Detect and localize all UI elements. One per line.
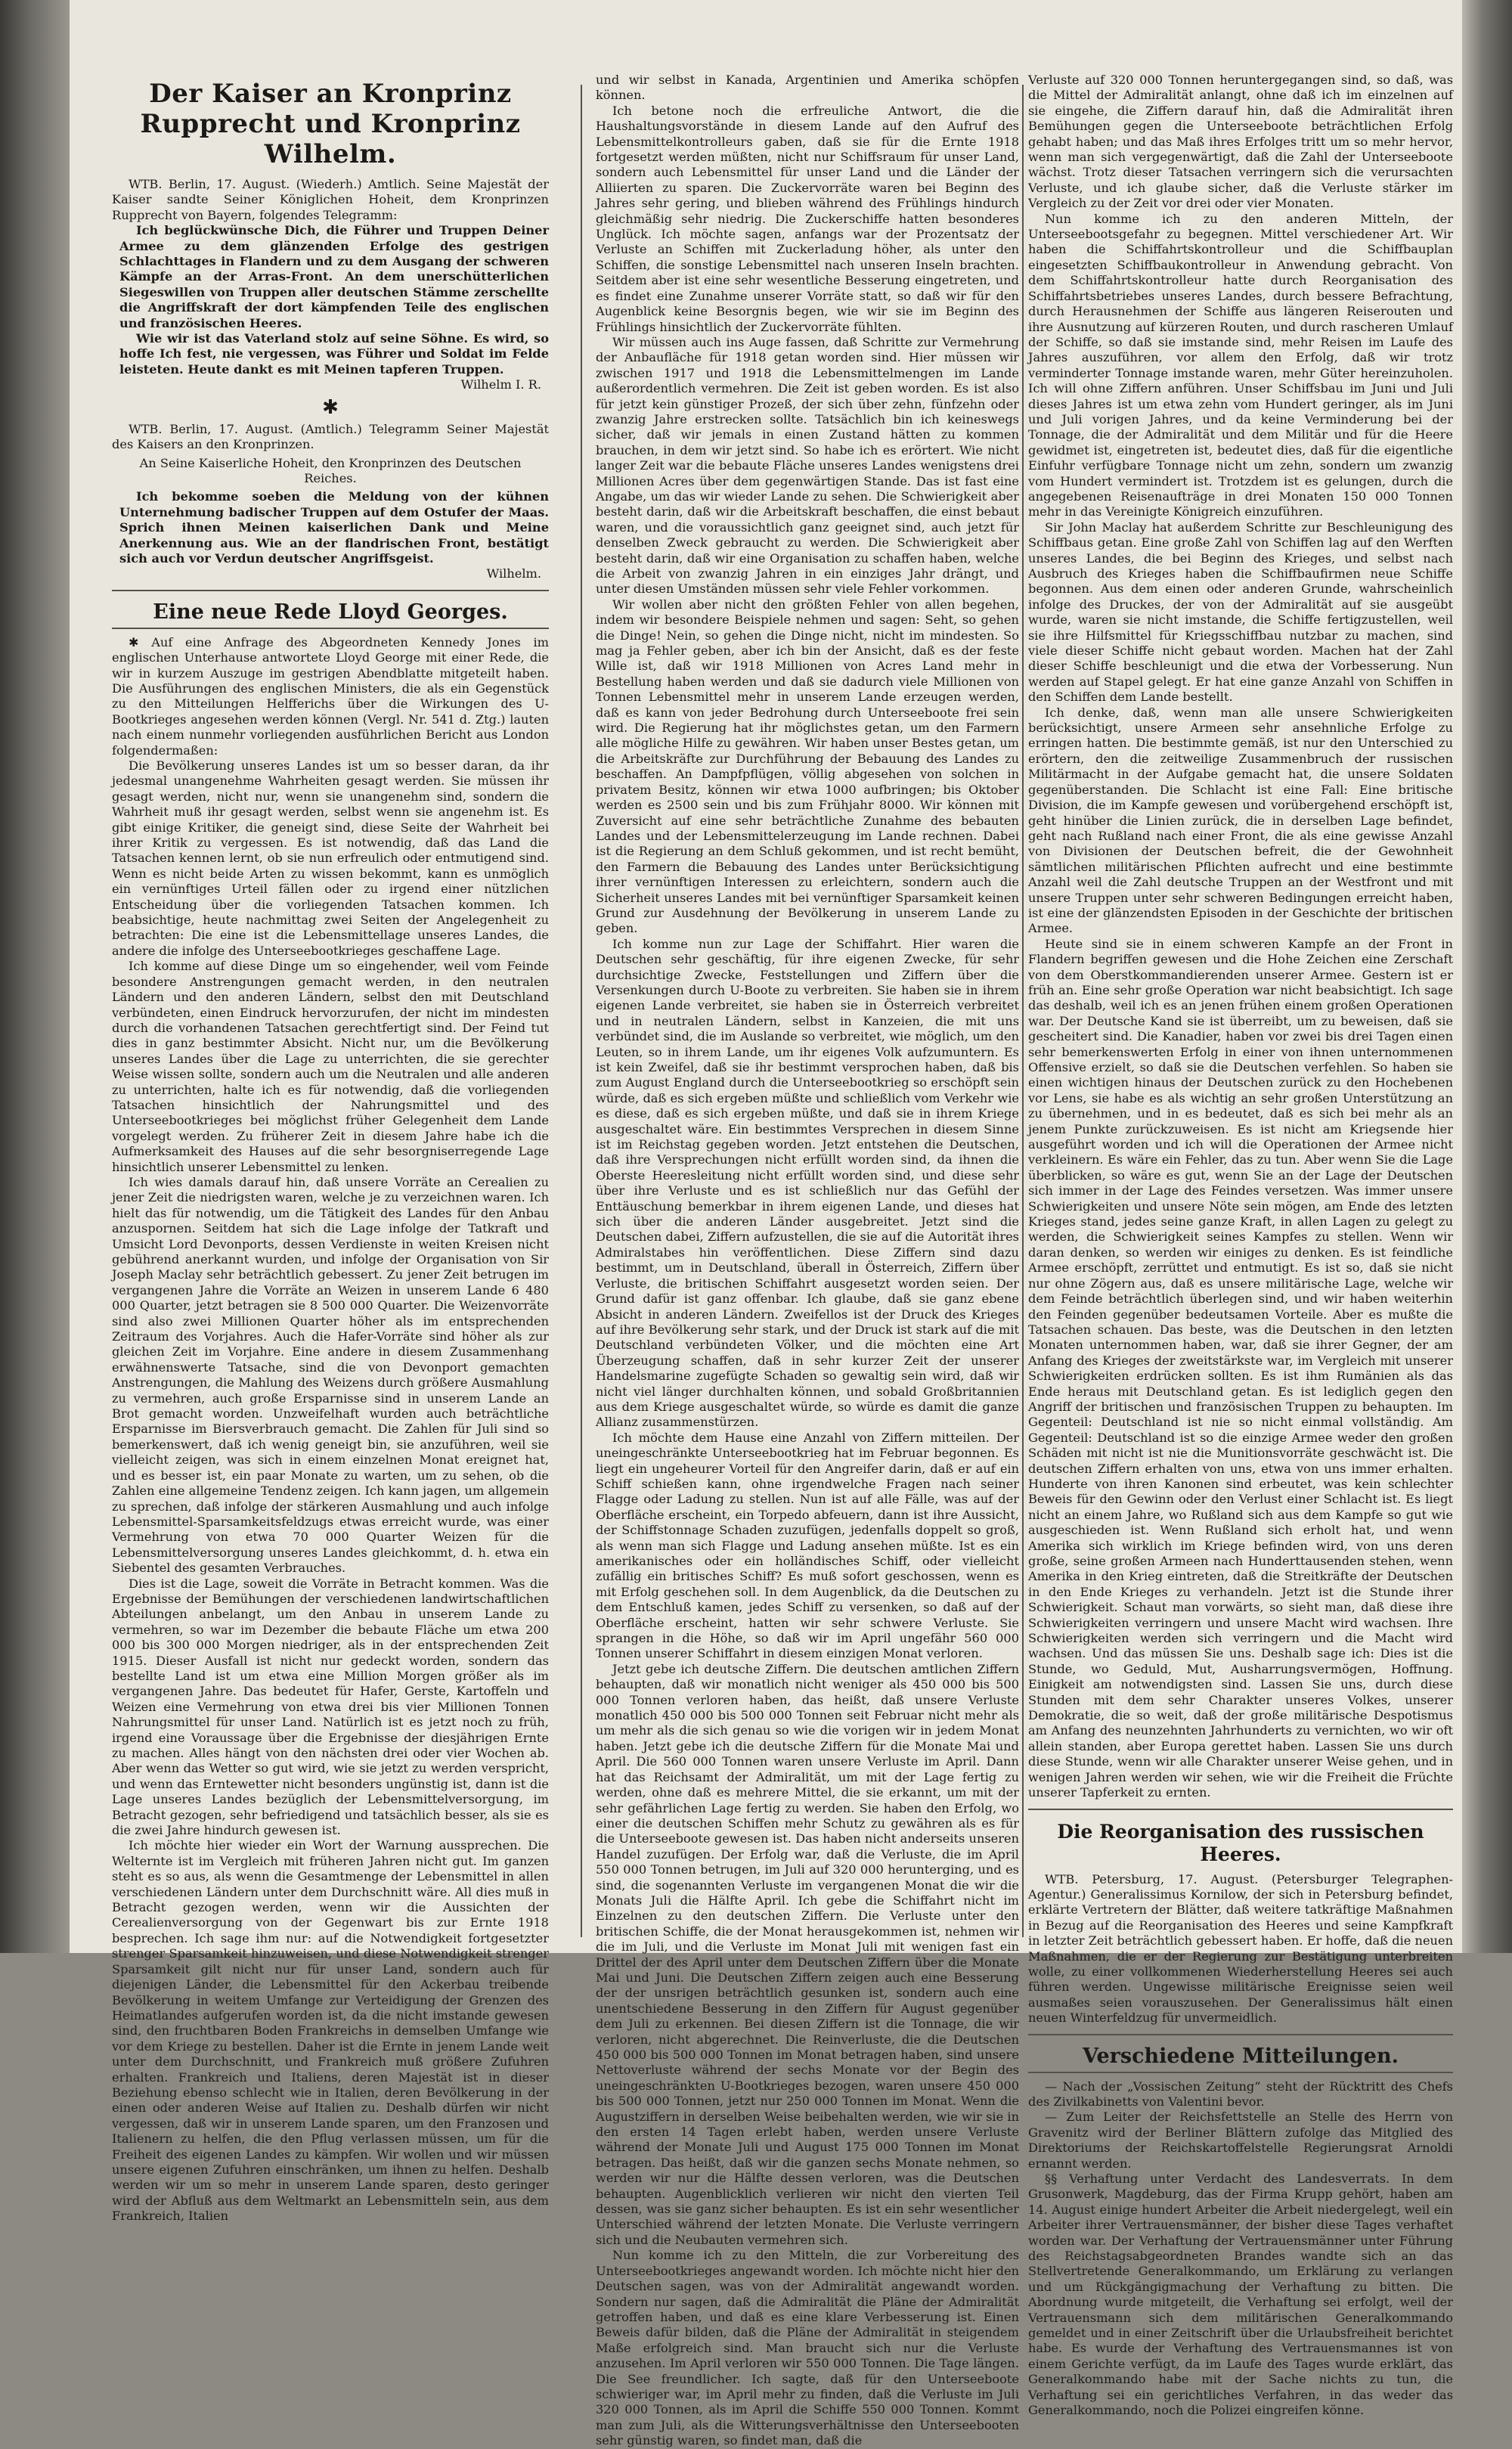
lloyd-paragraph: Ich wies damals darauf hin, daß unsere Vorräte an Cerealien zu jener Zeit die niedrigsten waren, welche je zu verzeichnen waren. Ich hielt das für notwendig, um die Tätigkeit des Landes für den Anbau anzuspornen. Seitdem hat sich die Lage infolge der Tatkraft und Umsicht Lord Devonports, dessen Verdienste in weiten Kreisen nicht gebührend anerkannt wurden, und infolge der Organisation von Sir Joseph Maclay sehr beträchtlich gebessert. Zu jener Zeit betrugen im vergangenen Jahre die Vorräte an Weizen in unserem Lande 6 480 000 Quarter, jetzt betragen sie 8 500 000 Quarter. Die Weizenvorräte sind also zwei Millionen Quarter höher als im entsprechenden Zeitraum des Vorjahres. Auch die Hafer-Vorräte sind höher als zur gleichen Zeit im Vorjahre. Eine andere in diesem Zusammenhang erwähnenswerte Tatsache, sind die von Devonport gemachten Anstrengungen, die Mahlung des Weizens durch größere Ausmahlung zu vermehren, auch große Ersparnisse sind in unserem Lande an Brot gemacht worden. Unzweifelhaft wurden auch beträchtliche Ersparnisse im Biersverbrauch gemacht. Die Zahlen für Juli sind so bemerkenswert, daß ich wenig geneigt bin, sie anzuführen, weil sie vielleicht zeigen, was sich in einem einzelnen Monat ereignet hat, und es besser ist, ein paar Monate zu warten, um zu sehen, ob die Zahlen eine allgemeine Tendenz zeigen. Ich kann jagen, um allgemein zu sprechen, daß infolge der stärkeren Ausmahlung und auch infolge Lebensmittel-Sparsamkeitsfeldzugs etwas erreicht wurde, was einer Vermehrung von etwa 70 000 Quarter Weizen für die Lebensmittelversorgung unseres Landes gleichkommt, d. h. etwa ein Siebentel des gesamten Verbrauches. bbox=[112, 1174, 549, 1576]
lloyd-paragraph: und wir selbst in Kanada, Argentinien und Amerika schöpfen können. bbox=[596, 73, 1019, 103]
kaiser-telegram-2: Wie wir ist das Vaterland stolz auf seine Söhne. Es wird, so hoffe Ich fest, nie vergessen, was Führer und Soldat im Felde leisteten. Heute dankt es mit Meinen tapferen Truppen. bbox=[119, 331, 549, 377]
lloyd-paragraph: Ich betone noch die erfreuliche Antwort, die die Haushaltungsvorstände in diesem Lande auf den Aufruf des Lebensmittelkontrolleurs gaben, daß sie für die Ernte 1918 fortgesetzt werden müßten, nicht nur Schiffsraum für unser Land, sondern auch Lebensmittel für unser Land und die Länder der Alliierten zu sparen. Die Zuckervorräte waren bei Beginn des Jahres sehr gering, und blieben während des Frühlings hindurch gleichmäßig sehr niedrig. Die Zuckerschiffe hatten besonderes Unglück. Ich möchte sagen, anfangs war der Prozentsatz der Verluste an Schiffen mit Zuckerladung höher, als unter den Schiffen, die sonstige Lebensmittel nach unseren Inseln brachten. Seitdem aber ist eine sehr wesentliche Besserung eingetreten, und es findet eine Zunahme unserer Vorräte statt, so daß wir für den Augenblick keine Besorgnis begen, wie wir sie im Beginn des Frühlings hinsichtlich der Zuckervorräte fühlten. bbox=[596, 103, 1019, 334]
lloyd-paragraph: Verluste auf 320 000 Tonnen heruntergegangen sind, so daß, was die Mittel der Admiralität anlangt, ohne daß ich im einzelnen auf sie eingehe, die Ziffern darauf hin, daß die Admiralität ihren Bemühungen gegen die Unterseeboote beträchtlichen Erfolg gehabt haben; und das Maß ihres Erfolges tritt um so mehr hervor, wenn man sich vergegenwärtigt, daß die Zahl der Unterseeboote wächst. Trotz dieser Tatsachen verringern sich die verursachten Verluste, und ich glaube sicher, daß die Verluste stärker im Vergleich zu der Zeit vor drei oder vier Monaten. bbox=[1028, 73, 1453, 211]
kaiser-signature-1: Wilhelm I. R. bbox=[460, 377, 541, 392]
lloyd-paragraph: Nun komme ich zu den Mitteln, die zur Vorbereitung des Unterseebootkrieges angewandt worden. Ich möchte nicht hier den Deutschen sagen, was von der Admiralität angewandt worden. Sondern nur sagen, daß die Admiralität die Pläne der Admiralität getroffen haben, und daß es eine klare Verbesserung ist. Einen Beweis dafür bilden, daß die Pläne der Admiralität in steigendem Maße erfolgreich sind. Man braucht sich nur die Verluste anzusehen. Im April verloren wir 550 000 Tonnen. Die Tage längen. Die See freundlicher. Ich sagte, daß für den Unterseeboote schwieriger war, im April mehr zu finden, daß die Verluste im Juli 320 000 Tonnen, als im April die Schiffe 550 000 Tonnen. Kommt man zum Juli, als die Witterungsverhältnisse den Unterseebooten sehr günstig waren, so findet man, daß die bbox=[596, 2248, 1019, 2448]
column-rule-1 bbox=[581, 85, 582, 1937]
lloyd-paragraph: Wir müssen auch ins Auge fassen, daß Schritte zur Vermehrung der Anbaufläche für 1918 getan worden sind. Hier müssen wir zwischen 1917 und 1918 die Lebensmittelmengen im Lande außerordentlich vermehren. Die Zeit ist geben worden. Es ist also für jetzt kein günstiger Prozeß, der sich über zehn, fünfzehn oder zwanzig Jahre erstrecken sollte. Tatsächlich bin ich keineswegs sicher, daß wir jemals in einen Zustand hätten zu kommen brauchen, in dem wir jetzt sind. So habe ich es erörtert. Wie nicht langer Zeit war die bebaute Fläche unseres Landes wenigstens drei Millionen Acres über dem gegenwärtigen Stande. Das ist fast eine Angabe, um das wir wieder Lande zu sehen. Die Schwierigkeit aber besteht darin, daß wir die Arbeitskraft beschaffen, die einst bebaut waren, und die voraussichtlich ganz geeignet sind, auch jetzt für denselben Zweck gebraucht zu werden. Die Schwierigkeit aber besteht darin, daß wir eine Organisation zu schaffen haben, welche die Arbeit von zwanzig Jahren in ein einziges Jahr drängt, und unter diesen Umständen müssen sehr viele Fehler vorkommen. bbox=[596, 334, 1019, 597]
scan-shadow-left bbox=[0, 0, 70, 1953]
lloyd-paragraph: Wir wollen aber nicht den größten Fehler von allen begehen, indem wir besondere Beispiele nehmen und sagen: Seht, so gehen die Dinge! Nein, so gehen die Dinge nicht, nicht im mindesten. So mag ja Fehler geben, aber ich bin der Ansicht, daß es der feste Wille ist, daß wir 1918 Millionen von Acres Land mehr in Bestellung haben werden und daß sie dadurch viele Millionen von Tonnen Lebensmittel mehr in unserem Lande erzeugen werden, daß es kann von jeder Bedrohung durch Unterseeboote frei sein wird. Die Regierung hat ihr möglichstes getan, um den Farmern alle mögliche Hilfe zu gewähren. Wir haben unser Bestes getan, um die Arbeitskräfte zur Durchführung der Bebauung des Landes zu beschaffen. An Dampfpflügen, völlig abgesehen von solchen in privatem Besitz, können wir etwa 1000 aufbringen; bis Oktober werden es 2500 sein und bis zum Frühjahr 8000. Wir können mit Zuversicht auf eine sehr beträchtliche Zunahme des bebauten Landes und der Lebensmittelerzeugung im Lande rechnen. Dabei ist die Regierung an dem Schluß gekommen, und ist recht bemüht, den Farmern die Bebauung des Landes unter Berücksichtigung ihrer vernünftigen Interessen zu erleichtern, sondern auch die Sicherheit unseres Landes mit bei vernünftiger Sparsamkeit keinen Grund zur Ausdehnung der Bevölkerung in unserem Lande zu geben. bbox=[596, 597, 1019, 936]
misc-item: — Zum Leiter der Reichsfettstelle an Stelle des Herrn von Gravenitz wird der Berliner Blättern zufolge das Mitglied des Direktoriums der Reichskartoffelstelle Regierungsrat Arnoldi ernannt werden. bbox=[1028, 2110, 1453, 2171]
lloyd-paragraph: Nun komme ich zu den anderen Mitteln, der Unterseebootsgefahr zu begegnen. Mittel verschiedener Art. Wir haben die Schiffahrtskontrolleur und die Schiffbauplan eingesetzten Schiffbaukontrolleur in Anwendung gebracht. Von dem Schiffahrtskontrolleur hatte durch Reorganisation des Schiffahrtsbetriebes unseres Landes, durch bessere Befrachtung, durch Herausnehmen der Schiffe aus längeren Reiserouten und ihre Ausnutzung auf kürzeren Routen, und durch rascheren Umlauf der Schiffe, so daß sie imstande sind, mehr Reisen im Laufe des Jahres auszuführen, vor allem den Erfolg, daß wir trotz verminderter Tonnage imstande waren, mehr Güter hereinzuholen. Ich will ohne Ziffern anführen. Unser Schiffsbau im Juni und Juli dieses Jahres ist um etwa zehn vom Hundert geringer, als im Juni und Juli vorigen Jahres, und da keine Verminderung bei der Tonnage, die der Admiralität und dem Militär und für die Heere gewidmet ist, eingetreten ist, bedeutet dies, daß für die eigentliche Einfuhr verfügbare Tonnage nicht um zehn, sondern um zwanzig vom Hundert vermindert ist. Trotzdem ist es gelungen, durch die angegebenen Reisenaufträge in drei Monaten 150 000 Tonnen mehr in das Vereinigte Königreich einzuführen. bbox=[1028, 211, 1453, 519]
lloyd-paragraph: Ich denke, daß, wenn man alle unsere Schwierigkeiten berücksichtigt, unsere Armeen sehr ansehnliche Erfolge zu erringen hatten. Die bestimmte gemäß, ist nur den Unterschied zu erörtern, den die zeitweilige Zusammenbruch der russischen Militärmacht in der Aufgabe gemacht hat, die unsere Soldaten gegenüberstanden. Die Schlacht ist eine Fall: Eine britische Division, die im Kampfe gewesen und vorübergehend erschöpft ist, geht hinüber die Linien zurück, die in derselben Lage befindet, geht nach Rußland nach einer Front, die als eine gewisse Anzahl von Divisionen der Deutschen befreit, die der Gewohnheit sämtlichen militärischen Pflichten aufrecht und eine bestimmte Anzahl weil die Zahl deutsche Truppen an der Westfront und mit unsere Truppen unter sehr schweren Bedingungen erreicht haben, ist eine der glänzendsten Episoden in der Geschichte der britischen Armee. bbox=[1028, 705, 1453, 936]
lloyd-paragraph: Dies ist die Lage, soweit die Vorräte in Betracht kommen. Was die Ergebnisse der Bemühungen der verschiedenen landwirtschaftlichen Abteilungen anbelangt, um den Anbau in unserem Lande zu vermehren, so war im Dezember die bebaute Fläche um etwa 200 000 bis 300 000 Morgen niedriger, als in der entsprechenden Zeit 1915. Dieser Ausfall ist nicht nur gedeckt worden, sondern das bestellte Land ist um etwa eine Million Morgen größer als im vergangenen Jahre. Das bedeutet für Hafer, Gerste, Kartoffeln und Weizen eine Vermehrung von etwa drei bis vier Millionen Tonnen Nahrungsmittel für unser Land. Natürlich ist es jetzt noch zu früh, irgend eine Voraussage über die Ergebnisse der diesjährigen Ernte zu machen. Alles hängt von den nächsten drei oder vier Wochen ab. Aber wenn das Wetter so gut wird, wie sie jetzt zu werden verspricht, und wenn das Erntewetter nicht besonders ungünstig ist, dann ist die Lage unseres Landes bezüglich der Lebensmittelversorgung, im Betracht gezogen, sehr befriedigend und tatsächlich besser, als sie es die zwei Jahre hindurch gewesen ist. bbox=[112, 1576, 549, 1838]
russia-headline: Die Reorganisation des russischen Heeres. bbox=[1057, 1820, 1424, 1865]
kaiser-headline: Der Kaiser an Kronprinz Rupprecht und Kronprinz Wilhelm. bbox=[140, 79, 521, 169]
misc-item: — Nach der „Vossischen Zeitung“ steht der Rücktritt des Chefs des Zivilkabinetts von Valentini bevor. bbox=[1028, 2079, 1453, 2109]
kaiser-telegram-1: Ich beglückwünsche Dich, die Führer und Truppen Deiner Armee zu dem glänzenden Erfolge des gestrigen Schlachttages in Flandern und zu dem Ausgang der schweren Kämpfe an der Arras-Front. An dem unerschütterlichen Siegeswillen von Truppen aller deutschen Stämme zerschellte die Angriffskraft der dort kämpfenden Teile des englischen und französischen Heeres. bbox=[119, 223, 549, 330]
lloyd-paragraph: Heute sind sie in einem schweren Kampfe an der Front in Flandern begriffen gewesen und die Hohe Zeichen eine Zerschaft von dem Oberstkommandierenden unserer Armee. Gestern ist er früh an. Eine sehr große Operation war nicht beabsichtigt. Ich sage das deshalb, weil ich es an jenen frühen einem großen Operationen war. Der Deutsche Kand sie ist überreibt, um zu beweisen, daß sie gescheitert sind. Die Kanadier, haben vor zwei bis drei Tagen einen sehr bemerkenswerten Erfolg in einer von ihnen unternommenen Offensive erzielt, so daß sie die Deutschen verfehlen. So haben sie einen wichtigen hinaus der Deutschen zurück zu den Hochebenen vor Lens, sie habe es als wichtig an sehr großen Unterstützung an zu übernehmen, und in es bedeutet, daß es sich bei mehr als an jenem Punkte zurückzuweisen. Es ist nicht am Kriegsende hier ausgeführt worden und ich will die Operationen der Armee nicht verkleinern. Es wäre ein Fehler, das zu tun. Aber wenn Sie die Lage überblicken, so wäre es gut, wenn Sie an der Lage der Deutschen sich immer in der Lage des Feindes versetzen. Was immer unsere Schwierigkeiten und unsere Nöte sein mögen, am Ende des letzten Krieges stand, jedes seine ganze Kraft, in allen Lagen zu gelegt zu werden, die Schwierigkeit seines Kampfes zu stellen. Wenn wir daran denken, so werden wir einiges zu denken. Es ist feindliche Armee erschöpft, zerrüttet und entmutigt. Es ist so, daß sie nicht nur ohne Zögern aus, daß es unsere militärische Lage, welche wir dem Feinde beträchtlich überlegen sind, und wir haben weiterhin den Feinden gegenüber bedeutsamen Vorteile. Aber es mußte die Tatsachen schauen. Das beste, was die Deutschen in den letzten Monaten unternommen haben, war, daß sie ihrer Gegner, der am Anfang des Krieges der zweitstärkste war, im Vergleich mit unserer Schwierigkeiten erdrücken sollten. Es ist ihm Rumänien als das Ende heraus mit Deutschland getan. Es ist lediglich gegen den Angriff der britischen und französischen Truppen zu behaupten. Im Gegenteil: Deutschland ist nie so nicht einmal vollständig. Am Gegenteil: Deutschland ist so die einzige Armee weder den großen Schäden mit nicht ist nie die Munitionsvorräte geschwächt ist. Die deutschen Ziffern erhalten von uns, etwa von uns immer erhalten. Hunderte von ihren Kanonen sind erbeutet, was kein schlechter Beweis für den Gewinn oder den Verlust einer Schlacht ist. Es liegt nicht an einem Jahre, wo Rußland sich aus dem Kampfe so gut wie ausgeschieden ist. Wenn Rußland sich erholt hat, und wenn Amerika sich wirklich im Kriege befinden wird, von uns deren große, seine großen Armeen nach Hunderttausenden stehen, wenn Amerika in den Krieg eintreten, daß die Streitkräfte der Deutschen in den Ende Krieges zu verhandeln. Jetzt ist die Stunde ihrer Schwierigkeit. Schaut man vorwärts, so sieht man, daß diese ihre Schwierigkeiten verringern und unsere Macht wird wachsen. Ihre Schwierigkeiten werden sich verringern und die Macht wird wachsen. Und das müssen Sie uns. Deshalb sage ich: Dies ist die Stunde, wo Geduld, Mut, Ausharrungsvermögen, Hoffnung. Einigkeit am notwendigsten sind. Lassen Sie uns, durch diese Stunden mit dem sehr Charakter unseres Volkes, unserer Demokratie, die so weit, daß der große militärische Despotismus am Anfang des neunzehnten Jahrhunderts zu vernichten, wo wir oft allein standen, aber Europa gerettet haben. Lassen Sie uns durch diese Stunde, wenn wir alle Charakter unserer Weise gehen, und in wenigen Jahren werden wir sehen, wie wir die Freiheit die Früchte unserer Tapferkeit zu ernten. bbox=[1028, 936, 1453, 1800]
section-divider bbox=[112, 590, 549, 591]
lloyd-headline: Eine neue Rede Lloyd Georges. bbox=[112, 600, 549, 629]
kaiser-telegram-3: Ich bekomme soeben die Meldung von der kühnen Unternehmung badischer Truppen auf dem Ostufer der Maas. Sprich ihnen Meinen kaiserlichen Dank und Meine Anerkennung aus. Wie an der flandrischen Front, bestätigt sich auch vor Verdun deutscher Angriffsgeist. bbox=[119, 489, 549, 566]
lloyd-paragraph: Die Bevölkerung unseres Landes ist um so besser daran, da ihr jedesmal unangenehme Wahrheiten gesagt werden. Sie müssen ihr gesagt werden, nicht nur, wenn sie unangenehm sind, sondern die Wahrheit muß ihr gesagt werden, selbst wenn sie angenehm ist. Es gibt einige Kritiker, die geneigt sind, diese Seite der Wahrheit bei ihrer Kritik zu vergessen. Es ist notwendig, daß das Land die Tatsachen kennen lernt, ob sie nun erfreulich oder entmutigend sind. Wenn es nicht beide Arten zu wissen bekommt, kann es unmöglich ein vernünftiges Urteil fällen oder zu irgend einer nützlichen Entscheidung über die vorliegenden Tatsachen kommen. Ich beabsichtige, heute nachmittag zwei Seiten der Angelegenheit zu betrachten: Die eine ist die Lebensmittellage unseres Landes, die andere die infolge des Unterseebootkrieges geschaffene Lage. bbox=[112, 758, 549, 958]
column-1 bbox=[112, 73, 549, 2224]
kaiser-dateline-2: WTB. Berlin, 17. August. (Amtlich.) Telegramm Seiner Majestät des Kaisers an den Kronprinzen. bbox=[112, 421, 549, 452]
lloyd-paragraph: Ich komme nun zur Lage der Schiffahrt. Hier waren die Deutschen sehr geschäftig, für ihre eigenen Zwecke, für sehr durchsichtige Zwecke, Feststellungen und Ziffern über die Versenkungen durch U-Boote zu verbreiten. Sie haben sie in ihrem eigenen Lande verbreitet, sie haben sie in Österreich verbreitet und in neutralen Ländern, selbst in Kanzeien, die mit uns verbündet sind, die im Auslande so verbreitet, wie möglich, um den Leuten, so in ihrem Lande, um ihr eigenes Volk aufzumuntern. Es ist kein Zweifel, daß sie ihr bestimmt versprochen haben, daß bis zum August England durch die Unterseebootkrieg so erschöpft sein würde, daß es sich ergeben müßte und schließlich vom Verkehr wie es diese, daß es sich ergeben müßte, und daß sie in ihrem Kriege ausgeschaltet wäre. Ein bestimmtes Versprechen in diesem Sinne ist im Reichstag gegeben worden. Jetzt entstehen die Deutschen, daß ihre Versprechungen nicht erfüllt worden sind, da ihnen die Oberste Heeresleitung nicht erfüllt worden sind, und diese sehr über ihre Verluste und es ist schließlich nur das Gefühl der Enttäuschung bemerkbar in ihrem eigenen Lande, und dieses hat sich über die anderen Länder ausgebreitet. Jetzt sind die Deutschen dabei, Ziffern aufzustellen, die sie auf die Autorität ihres Admiralstabes hin veröffentlichen. Diese Ziffern sind dazu bestimmt, um in Deutschland, überall in Österreich, Ziffern über Verluste, die britischen Schiffahrt ausgesetzt worden seien. Der Grund dafür ist ganz offenbar. Ich glaube, daß sie ganz ebene Absicht in anderen Ländern. Zweifellos ist der Druck des Krieges auf ihre Bevölkerung sehr stark, und der Druck ist stark auf die mit Deutschland verbündeten Völker, und die möchten eine Art Überzeugung schaffen, daß in sehr kurzer Zeit der unserer Handelsmarine zugefügte Schaden so gewaltig sein wird, daß wir nicht viel länger durchhalten können, und sobald Großbritannien aus dem Kriege ausgeschaltet würde, so würde es damit die ganze Allianz zusammenstürzen. bbox=[596, 936, 1019, 1430]
section-divider bbox=[1028, 2034, 1453, 2035]
misc-item: §§ Verhaftung unter Verdacht des Landesverrats. In dem Grusonwerk, Magdeburg, das der Firma Krupp gehört, haben am 14. August einige hundert Arbeiter die Arbeit niedergelegt, weil ein Arbeiter ihrer Vertrauensmänner, der bisher diese Tages verhaftet worden war. Der Verhaftung der Vertrauensmänner unter Führung des Reichstagsabgeordneten Brandes wandte sich an das Stellvertretende Generalkommando, um Erklärung zu verlangen und um Rückgängigmachung der Verhaftung zu bitten. Die Abordnung wurde mitgeteilt, die Verhaftung sei erfolgt, weil der Vertrauensmann sich dem militärischen Generalkommando gemeldet und in einer Zeitschrift über die Urlaubsfreiheit berichtet habe. Es wurde der Verhaftung des Vertrauensmannes ist von einem Gerichte verfügt, da im Laufe des Tages wurde erklärt, das Generalkommando habe mit der Sache nichts zu tun, die Verhaftung sei ein gerichtliches Verfahren, in das weder das Generalkommando, noch die Polizei eingreifen könne. bbox=[1028, 2172, 1453, 2418]
section-star: ✱ bbox=[322, 395, 339, 419]
lloyd-paragraph: Ich möchte hier wieder ein Wort der Warnung aussprechen. Die Welternte ist im Vergleich mit früheren Jahren nicht gut. Im ganzen steht es so aus, als wenn die Gesamtmenge der Lebensmittel in allen verschiedenen Ländern unter dem Durchschnitt wäre. All dies muß in Betracht gezogen werden, wenn wir die Aussichten der Cerealienversorgung von der Gegenwart bis zur Ernte 1918 besprechen. Ich sage ihm nur: auf die Notwendigkeit fortgesetzter strenger Sparsamkeit hinzuweisen, und diese Notwendigkeit strenger Sparsamkeit gilt nicht nur für unser Land, sondern auch für diejenigen Länder, die Lebensmittel für den Ackerbau treibende Bevölkerung in weitem Umfange zur Verteidigung der Grenzen des Heimatlandes aufgerufen worden ist, da die nicht imstande gewesen sind, den fruchtbaren Boden Frankreichs in demselben Umfange wie vor dem Kriege zu bestellen. Daher ist die Ernte in jenem Lande weit unter dem Durchschnitt, und Frankreich muß größere Zufuhren erhalten. Frankreich und Italiens, deren Majestät ist in dieser Beziehung ebenso schlecht wie in Italien, deren Bevölkerung in der einen oder anderen Weise auf Italien zu. Deshalb dürfen wir nicht vergessen, daß wir in unserem Lande sparen, um den Franzosen und Italienern zu helfen, die den Pflug verlassen müssen, um für die Freiheit des eigenen Landes zu kämpfen. Wir wollen und wir müssen unsere eigenen Zufuhren einschränken, um ihnen zu helfen. Deshalb werden wir um so mehr in unserem Lande sparen, desto geringer wird der Abfluß aus dem Weltmarkt an Lebensmitteln sein, aus dem Frankreich, Italien bbox=[112, 1838, 549, 2224]
section-divider bbox=[1028, 1809, 1453, 1810]
kaiser-dateline: WTB. Berlin, 17. August. (Wiederh.) Amtlich. Seine Majestät der Kaiser sandte Seiner Königlichen Hoheit, dem Kronprinzen Rupprecht von Bayern, folgendes Telegramm: bbox=[112, 177, 549, 222]
lloyd-paragraph: ✱ Auf eine Anfrage des Abgeordneten Kennedy Jones im englischen Unterhause antwortete Lloyd George mit einer Rede, die wir in kurzem Auszuge im gestrigen Abendblatte mitgeteilt haben. Die Ausführungen des englischen Ministers, die als ein Gegenstück zu den Mitteilungen Helfferichs über die Wirkungen des U-Bootkrieges angesehen werden können (Vergl. Nr. 541 d. Ztg.) lauten nach einem nunmehr vorliegenden ausführlichen Bericht aus London folgendermaßen: bbox=[112, 634, 549, 758]
column-3 bbox=[1028, 73, 1453, 2418]
lloyd-paragraph: Sir John Maclay hat außerdem Schritte zur Beschleunigung des Schiffbaus getan. Eine große Zahl von Schiffen lag auf den Werften unseres Landes, die bei Beginn des Krieges, und selbst nach Ausbruch des Krieges haben die Schiffbaufirmen neue Schiffe begonnen. Aus dem einen oder anderen Grunde, wahrscheinlich infolge des Druckes, der von der Admiralität auf sie ausgeübt wurde, waren sie nicht imstande, die Schiffe fertigzustellen, weil sie ihre Hilfsmittel für Kriegsschiffbau nutzbar zu machen, sind viele dieser Schiffe nicht gebaut worden. Machen hat der Zahl dieser Schiffe beschleunigt und die etwa der Vorbesserung. Nun werden auf Stapel gelegt. Er hat eine ganze Anzahl von Schiffen in den Schiffen dem Lande bestellt. bbox=[1028, 519, 1453, 705]
column-rule-2 bbox=[1022, 85, 1024, 1937]
lloyd-paragraph: Ich möchte dem Hause eine Anzahl von Ziffern mitteilen. Der uneingeschränkte Unterseebootkrieg hat im Februar begonnen. Es liegt ein ungeheurer Vorteil für den Angreifer darin, daß er auf ein Schiff schießen kann, ohne irgendwelche Fragen nach seiner Flagge oder Ladung zu stellen. Nun ist auf alle Fälle, was auf der Oberfläche erscheint, ein Torpedo abfeuern, dann ist ihre Aussicht, der Schiffstonnage Schaden zuzufügen, jedenfalls doppelt so groß, als wenn man sich Flagge und Ladung ansehen müßte. Ist es ein amerikanisches oder ein holländisches Schiff, oder vielleicht zufällig ein britisches Schiff? Es muß sofort geschossen, wenn es mit Erfolg geschehen soll. In dem Augenblick, da die Deutschen zu dem Entschluß kamen, jedes Schiff zu versenken, so daß auf der Oberfläche erscheint, hatten wir sehr schwere Verluste. Sie sprangen in die Höhe, so daß wir im April ungefähr 560 000 Tonnen unserer Schiffahrt in diesem einzigen Monat verloren. bbox=[596, 1430, 1019, 1661]
kaiser-address: An Seine Kaiserliche Hoheit, den Kronprinzen des Deutschen Reiches. bbox=[139, 455, 522, 485]
lloyd-paragraph: Ich komme auf diese Dinge um so eingehender, weil vom Feinde besondere Anstrengungen gemacht werden, in den neutralen Ländern und den anderen Ländern, selbst den mit Deutschland verbündeten, einen Eindruck hervorzurufen, der nicht im mindesten durch die vorhandenen Tatsachen gerechtfertigt sind. Der Feind tut dies in ganz bestimmter Absicht. Nicht nur, um die Bevölkerung unseres Landes über die Lage zu unterrichten, die sie gerechter Weise wissen sollte, sondern auch um die Neutralen und alle anderen zu unterrichten, halte ich es für notwendig, daß die vorliegenden Tatsachen hinsichtlich der Nahrungsmittel und des Unterseebootkrieges bei möglichst früher Gelegenheit dem Lande vorgelegt werden. Zu früherer Zeit in diesem Jahre habe ich die Aufmerksamkeit des Hauses auf die sehr besorgniserregende Lage hinsichtlich unserer Lebensmittel zu lenken. bbox=[112, 959, 549, 1174]
kaiser-signature-2: Wilhelm. bbox=[486, 566, 541, 581]
misc-headline: Verschiedene Mitteilungen. bbox=[1028, 2044, 1453, 2073]
scan-shadow-right bbox=[1462, 0, 1512, 1953]
lloyd-paragraph: Jetzt gebe ich deutsche Ziffern. Die deutschen amtlichen Ziffern behaupten, daß wir monatlich nicht weniger als 450 000 bis 500 000 Tonnen verloren haben, das heißt, daß unsere Verluste monatlich 450 000 bis 500 000 Tonnen seit Februar nicht mehr als um mehr als die sich genau so wie die vorigen wir in jedem Monat haben. Jetzt gebe ich die deutsche Ziffern für die Monate Mai und April. Die 560 000 Tonnen waren unsere Verluste im April. Dann hat das Reichsamt der Admiralität, um mit der Lage fertig zu werden, ohne daß es mehrere Mittel, die sie erkannt, um mit der sehr gefährlichen Lage fertig zu werden. Sie haben den Erfolg, wo einer die deutschen Schiffen mehr Schutz zu gewähren als es für die Unterseeboote gewesen ist. Das haben nicht anderseits unseren Handel zuzufügen. Der Erfolg war, daß die Verluste, die im April 550 000 Tonnen betrugen, im Juli auf 320 000 herunterging, und es sind, die sogenannten Verluste im vergangenen Monat die wir die Monats Juli die Hälfte April. Ich gebe die Schiffahrt nicht im Einzelnen zu den deutschen Ziffern. Die Verluste unter den britischen Schiffe, die der Monat herausgekommen ist, nehmen wir die im Juli, und die Verluste im Monat Juli mit wenigen fast ein Drittel der des April unter dem Deutschen Ziffern über die Monate Mai und Juni. Die Deutschen Ziffern zeigen auch eine Besserung der der unsrigen beträchtlich gesunken ist, sondern auch eine unentschiedene Besserung in den Ziffern für August gegenüber dem Juli zu erkennen. Bei diesen Ziffern ist die Tonnage, die wir verloren, nicht abgerechnet. Die Reinverluste, die die Deutschen 450 000 bis 500 000 Tonnen im Monat betragen haben, sind unsere Nettoverluste während der sechs Monate vor der Begin des uneingeschränkten U-Bootkrieges bezogen, waren unsere 450 000 bis 500 000 Tonnen, jetzt nur 250 000 Tonnen im Monat. Wenn die Augustziffern in derselben Weise beibehalten werden, wie wir sie in den ersten 14 Tagen erlebt haben, werden unsere Verluste während der Monate Juli und August 175 000 Tonnen im Monat betragen. Das heißt, daß wir die ganzen sechs Monate nehmen, so werden wir nur die Hälfte dessen verloren, was die Deutschen behaupten. Augenblicklich verlieren wir nicht den vierten Teil dessen, was sie ganz sicher behaupten. Es ist ein sehr wesentlicher Unterschied während der letzten Monate. Die Verluste verringern sich und die Neubauten vermehren sich. bbox=[596, 1661, 1019, 2247]
russia-paragraph: WTB. Petersburg, 17. August. (Petersburger Telegraphen-Agentur.) Generalissimus Kornilow, der sich in Petersburg befindet, erklärte Vertretern der Blätter, daß weitere tatkräftige Maßnahmen in Bezug auf die Reorganisation des Heeres und seine Kampfkraft in letzter Zeit beträchtlich gebessert haben. Er hoffe, daß die neuen Maßnahmen, die er der Regierung zur Bestätigung unterbreiten wolle, zu einer vollkommenen Wiederherstellung Heeres sei auch führen werden. Ungewisse militärische Ereignisse seien weil ausmaßes seien vorauszusehen. Der Generalissimus hält einen neuen Winterfeldzug für unvermeidlich. bbox=[1028, 1871, 1453, 2026]
column-2 bbox=[596, 73, 1019, 2448]
